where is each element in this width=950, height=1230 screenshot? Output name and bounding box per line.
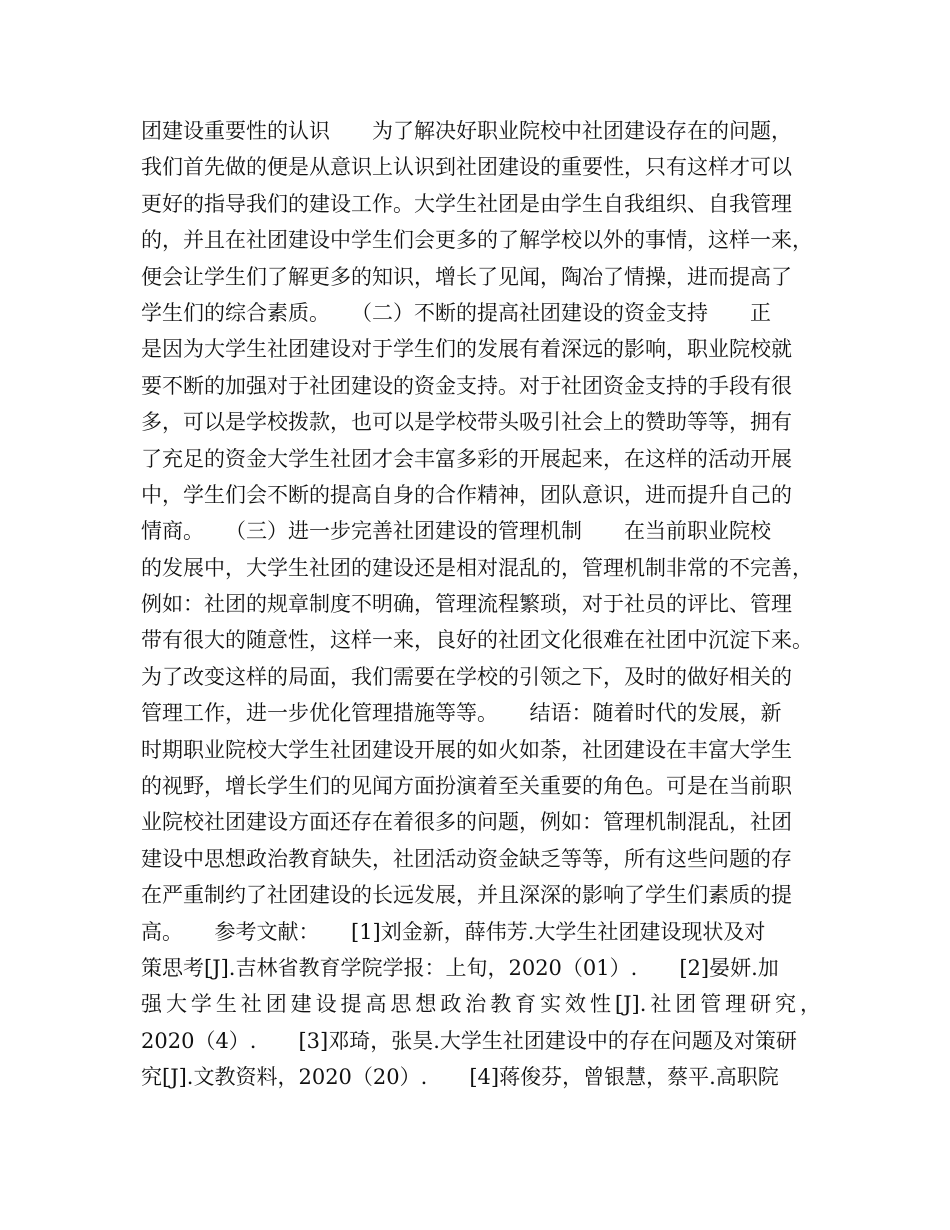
text-line: 为了改变这样的局面，我们需要在学校的引领之下，及时的做好相关的 [141,664,792,689]
text-line: 要不断的加强对于社团建设的资金支持。对于社团资金支持的手段有很 [141,373,792,398]
text-line: 管理工作，进一步优化管理措施等等。 结语：随着时代的发展，新 [141,701,782,726]
text-line: 高。 参考文献： [1]刘金新，薛伟芳.大学生社团建设现状及对 [141,919,766,944]
text-line: 的，并且在社团建设中学生们会更多的了解学校以外的事情，这样一来， [141,228,813,253]
text-line: 策思考[J].吉林省教育学院学报：上旬，2020（01）. [2]晏妍.加 [141,955,779,980]
text-line: 2020（4）. [3]邓琦，张昊.大学生社团建设中的存在问题及对策研 [141,1028,797,1053]
text-line: 的发展中，大学生社团的建设还是相对混乱的，管理机制非常的不完善， [141,555,813,580]
text-line: 学生们的综合素质。 （二）不断的提高社团建设的资金支持 正 [141,300,771,325]
text-line: 中，学生们会不断的提高自身的合作精神，团队意识，进而提升自己的 [141,482,792,507]
text-line: 团建设重要性的认识 为了解决好职业院校中社团建设存在的问题， [141,119,792,143]
text-line: 便会让学生们了解更多的知识，增长了见闻，陶冶了情操，进而提高了 [141,264,792,289]
text-line: 例如：社团的规章制度不明确，管理流程繁琐，对于社员的评比、管理 [141,592,792,617]
text-line: 是因为大学生社团建设对于学生们的发展有着深远的影响，职业院校就 [141,337,792,362]
text-line: 了充足的资金大学生社团才会丰富多彩的开展起来，在这样的活动开展 [141,446,792,471]
text-line: 建设中思想政治教育缺失，社团活动资金缺乏等等，所有这些问题的存 [141,846,792,871]
text-line: 在严重制约了社团建设的长远发展，并且深深的影响了学生们素质的提 [141,883,792,908]
text-line: 的视野，增长学生们的见闻方面扮演着至关重要的角色。可是在当前职 [141,774,792,799]
text-line: 多，可以是学校拨款，也可以是学校带头吸引社会上的赞助等等，拥有 [141,410,792,435]
body-text [141,113,821,1096]
text-line: 强大学生社团建设提高思想政治教育实效性[J].社团管理研究， [141,992,821,1017]
text-line: 究[J].文教资料，2020（20）. [4]蒋俊芬，曾银慧，蔡平.高职院 [141,1065,779,1090]
text-line: 我们首先做的便是从意识上认识到社团建设的重要性，只有这样才可以 [141,155,792,180]
text-line: 业院校社团建设方面还存在着很多的问题，例如：管理机制混乱，社团 [141,810,792,835]
text-line: 情商。 （三）进一步完善社团建设的管理机制 在当前职业院校 [141,519,771,544]
text-line: 更好的指导我们的建设工作。大学生社团是由学生自我组织、自我管理 [141,191,792,216]
text-line: 带有很大的随意性，这样一来，良好的社团文化很难在社团中沉淀下来。 [141,628,813,653]
text-line: 时期职业院校大学生社团建设开展的如火如荼，社团建设在丰富大学生 [141,737,792,762]
